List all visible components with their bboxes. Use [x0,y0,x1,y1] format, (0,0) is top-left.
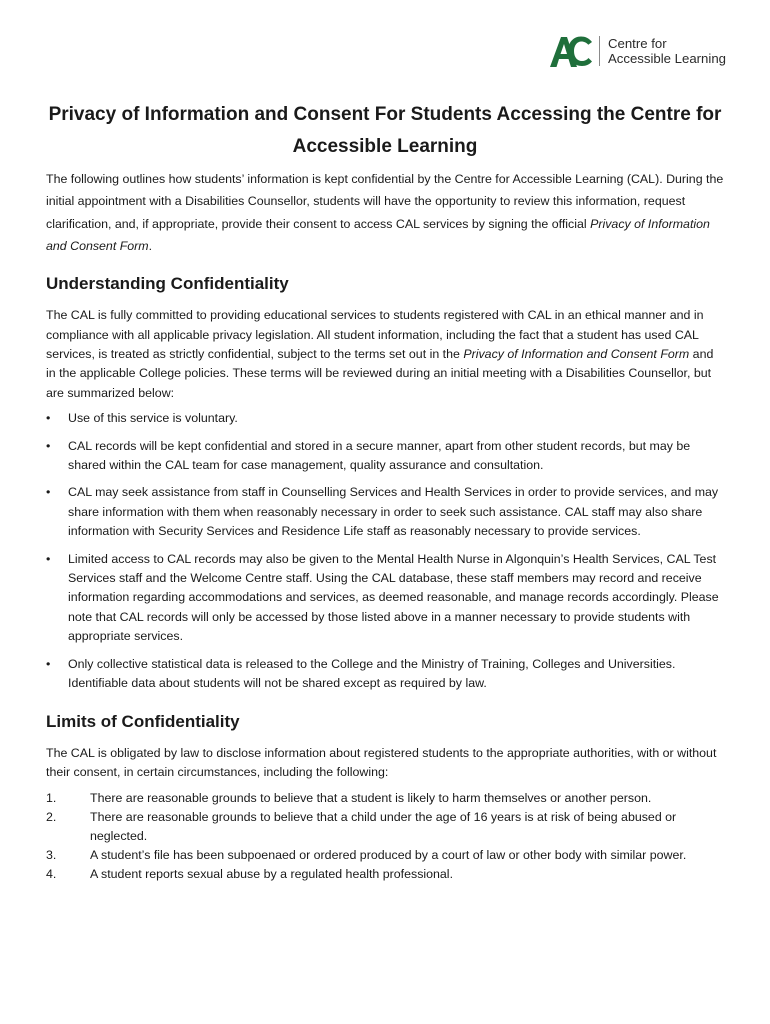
ac-logo-icon [549,34,593,68]
list-item-text: Limited access to CAL records may also be given to the Mental Health Nurse in Algonquin’s Health Services, CAL Test Services staff and the Welcome Centre staff. Using the CAL database, these staff members may record and receive information regarding accommodations and services, as deemed reasonable, and manage records accordingly. Please note that CAL records will only be accessed by those listed above in a manner necessary to provide students with appropriate services. [68,551,719,644]
understanding-form-name: Privacy of Information and Consent Form [463,347,690,361]
cal-logo [549,34,726,68]
intro-paragraph [46,168,724,257]
intro-form-name: Privacy of Information and Consent Form [46,216,710,253]
list-item [46,655,724,694]
heading-limits-of-confidentiality: Limits of Confidentiality [46,711,240,731]
intro-text: The following outlines how students’ information is kept confidential by the Centre for Accessible Learning (CAL). During the initial appointment with a Disabilities Counsellor, students will have the opportunity to review this information, request clarification, and, if appropriate, provide their consent to access CAL services by signing the official [46,172,724,231]
bullet-icon: • [46,485,51,500]
bullet-icon: • [46,411,51,426]
list-item [46,409,724,428]
limits-numbered-list [46,789,724,884]
understanding-text-end: and in the applicable College policies. These terms will be reviewed during an initial meeting with a Disabilities Counsellor, but are summarized below: [46,347,714,400]
logo-line-2: Accessible Learning [607,51,726,66]
list-item [46,808,724,846]
intro-end: . [148,238,153,253]
list-item-text: There are reasonable grounds to believe that a child under the age of 16 years is at risk of being abused or neglected. [90,810,677,844]
list-item [46,846,724,865]
list-item-text: There are reasonable grounds to believe that a student is likely to harm themselves or another person. [90,791,652,806]
list-number: 1. [46,791,57,806]
list-item [46,789,724,808]
logo-divider [599,36,600,66]
list-item [46,483,724,541]
list-item-text: A student’s file has been subpoenaed or ordered produced by a court of law or other body with similar power. [90,848,687,863]
bullet-icon: • [46,438,51,453]
list-item-text: CAL may seek assistance from staff in Counselling Services and Health Services in order to provide services, and may share information with them when reasonably necessary in order to seek such assistance. CAL staff may also share information with Security Services and Residence Life staff as reasonably necessary to provide services. [68,485,719,539]
list-number: 2. [46,810,57,825]
list-item-text: Use of this service is voluntary. [68,411,238,426]
confidentiality-bullet-list [46,409,724,693]
list-item-text: A student reports sexual abuse by a regulated health professional. [90,867,454,882]
list-item [46,437,724,476]
list-item [46,865,724,884]
list-number: 4. [46,867,57,882]
limits-paragraph: The CAL is obligated by law to disclose information about registered students to the appropriate authorities, with or without their consent, in certain circumstances, including the following: [46,745,717,779]
document-body [46,168,724,884]
list-item-text: CAL records will be kept confidential and stored in a secure manner, apart from other student records, but may be shared within the CAL team for case management, quality assurance and consultation. [68,438,691,473]
list-item-text: Only collective statistical data is released to the College and the Ministry of Training, Colleges and Universities. Identifiable data about students will not be shared except as required by law. [68,656,676,691]
document-title: Privacy of Information and Consent For Students Accessing the Centre for Accessible Learning [48,104,722,157]
understanding-paragraph [46,306,724,403]
list-item [46,550,724,647]
list-number: 3. [46,848,57,863]
bullet-icon: • [46,551,51,566]
logo-line-1: Centre for [607,36,667,51]
heading-understanding-confidentiality: Understanding Confidentiality [46,274,289,294]
logo-wordmark [608,36,726,66]
bullet-icon: • [46,656,51,671]
understanding-text: The CAL is fully committed to providing educational services to students registered with CAL in an ethical manner and in compliance with all applicable privacy legislation. All student information, including the fact that a student has used CAL services, is treated as strictly confidential, subject to the terms set out in the [46,308,704,361]
